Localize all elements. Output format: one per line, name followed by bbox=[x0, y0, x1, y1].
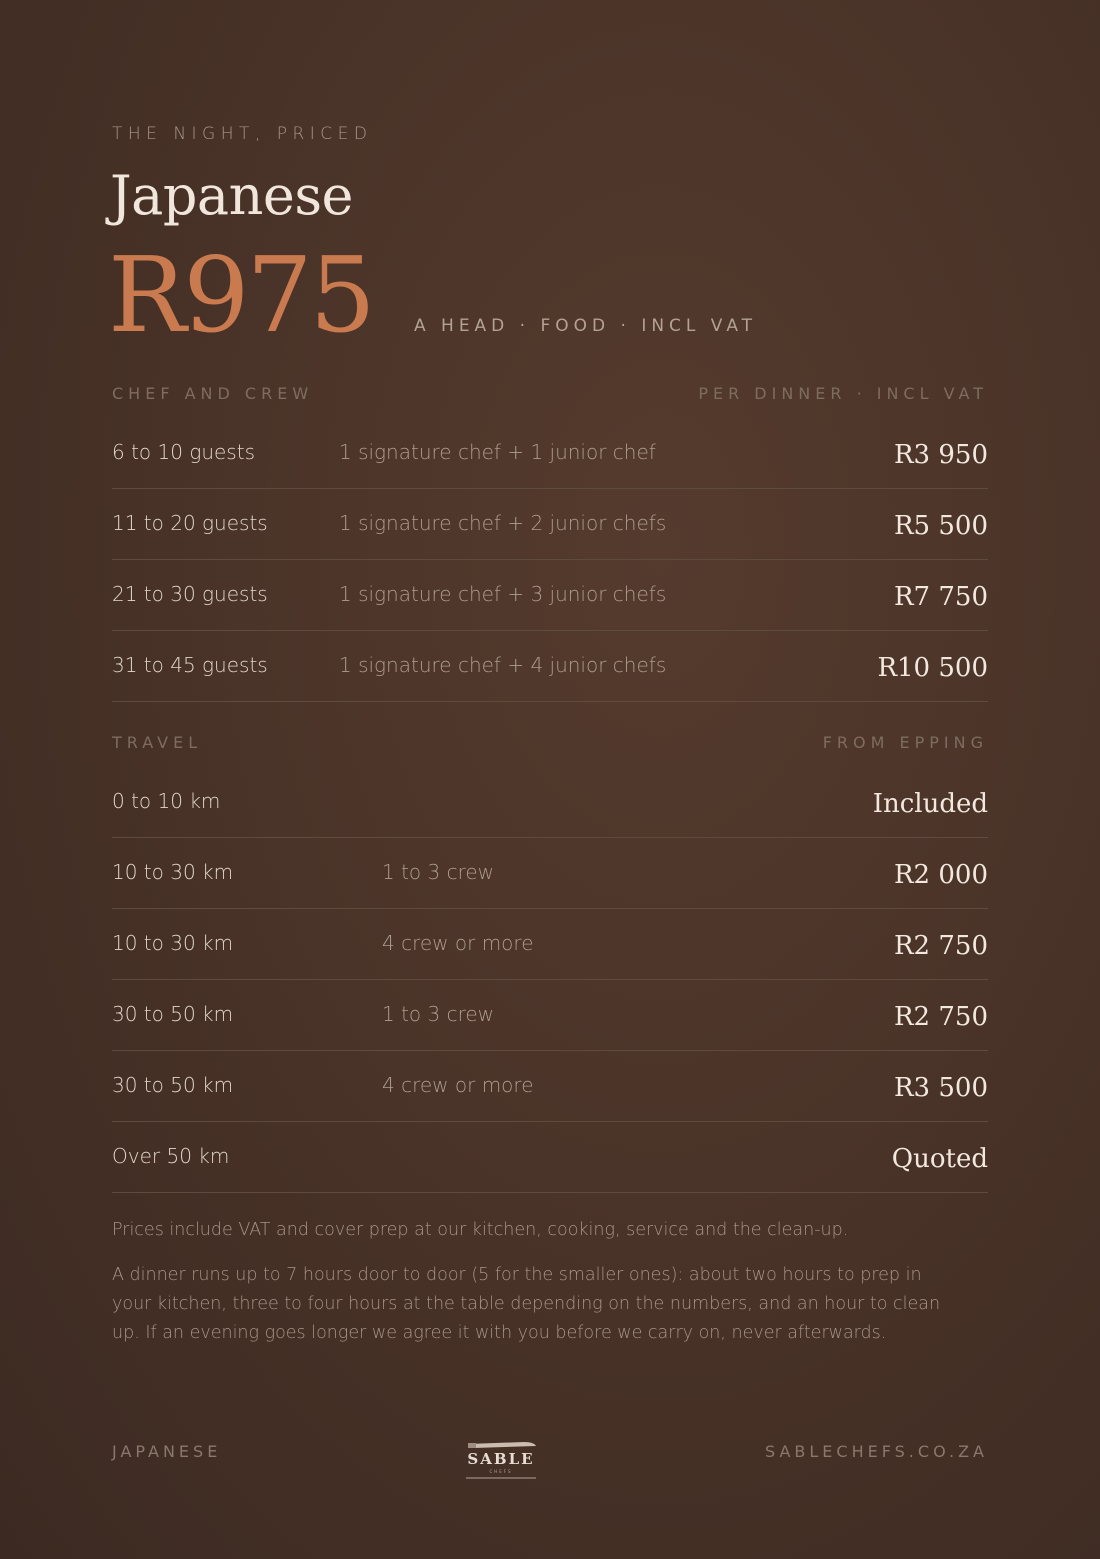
distance-cell: 0 to 10 km bbox=[112, 789, 221, 813]
crew-cell: 1 signature chef + 2 junior chefs bbox=[339, 511, 667, 535]
crew-cell: 1 signature chef + 3 junior chefs bbox=[339, 582, 667, 606]
table-row bbox=[112, 631, 988, 702]
table-row bbox=[112, 418, 988, 489]
distance-cell: 10 to 30 km bbox=[112, 860, 234, 884]
price-note: A HEAD · FOOD · INCL VAT bbox=[414, 316, 758, 336]
price-cell: R5 500 bbox=[893, 511, 988, 541]
table-row bbox=[112, 1122, 988, 1193]
crew-cell: 1 signature chef + 4 junior chefs bbox=[339, 653, 667, 677]
distance-cell: 10 to 30 km bbox=[112, 931, 234, 955]
travel-table bbox=[112, 767, 988, 1193]
logo-subtext: CHEFS bbox=[489, 1469, 513, 1474]
crew-cell: 4 crew or more bbox=[382, 931, 534, 955]
sable-logo bbox=[462, 1438, 540, 1482]
eyebrow: THE NIGHT, PRICED bbox=[112, 124, 373, 144]
table-row bbox=[112, 909, 988, 980]
crew-table bbox=[112, 418, 988, 702]
price-cell: R2 750 bbox=[893, 931, 988, 961]
price-cell: Quoted bbox=[891, 1144, 988, 1174]
crew-section-unit: PER DINNER · INCL VAT bbox=[698, 384, 988, 403]
footer-cuisine: JAPANESE bbox=[112, 1442, 222, 1461]
price-per-head: R975 bbox=[108, 234, 373, 356]
note-paragraph: A dinner runs up to 7 hours door to door (5 for the smaller ones): about two hours to prep in your kitchen, three to four hours at the table depending on the numbers, and an hour to clean up. If an evening goes longer we agree it with you before we carry on, never afterwards. bbox=[112, 1265, 941, 1343]
crew-cell: 4 crew or more bbox=[382, 1073, 534, 1097]
footer bbox=[112, 1442, 988, 1461]
travel-section-header bbox=[112, 733, 988, 752]
table-row bbox=[112, 489, 988, 560]
logo-wordmark: SABLE bbox=[467, 1450, 535, 1468]
footer-website: SABLECHEFS.CO.ZA bbox=[765, 1442, 988, 1461]
crew-cell: 1 signature chef + 1 junior chef bbox=[339, 440, 656, 464]
price-cell: R10 500 bbox=[877, 653, 988, 683]
table-row bbox=[112, 1051, 988, 1122]
travel-section-origin: FROM EPPING bbox=[822, 733, 988, 752]
knife-icon bbox=[462, 1438, 540, 1482]
page-title: Japanese bbox=[110, 164, 354, 227]
travel-section-label: TRAVEL bbox=[112, 733, 203, 752]
price-cell: Included bbox=[872, 789, 988, 819]
crew-cell: 1 to 3 crew bbox=[382, 1002, 495, 1026]
guests-cell: 31 to 45 guests bbox=[112, 653, 268, 677]
terms-notes bbox=[112, 1216, 952, 1364]
price-cell: R7 750 bbox=[893, 582, 988, 612]
note-paragraph: Prices include VAT and cover prep at our kitchen, cooking, service and the clean-up. bbox=[112, 1220, 849, 1240]
distance-cell: 30 to 50 km bbox=[112, 1073, 234, 1097]
table-row bbox=[112, 980, 988, 1051]
crew-section-header bbox=[112, 384, 988, 403]
guests-cell: 11 to 20 guests bbox=[112, 511, 268, 535]
table-row bbox=[112, 560, 988, 631]
price-cell: R3 950 bbox=[893, 440, 988, 470]
price-sheet bbox=[108, 0, 988, 1559]
crew-section-label: CHEF AND CREW bbox=[112, 384, 314, 403]
guests-cell: 21 to 30 guests bbox=[112, 582, 268, 606]
price-cell: R3 500 bbox=[893, 1073, 988, 1103]
table-row bbox=[112, 838, 988, 909]
distance-cell: Over 50 km bbox=[112, 1144, 230, 1168]
distance-cell: 30 to 50 km bbox=[112, 1002, 234, 1026]
crew-cell: 1 to 3 crew bbox=[382, 860, 495, 884]
guests-cell: 6 to 10 guests bbox=[112, 440, 255, 464]
table-row bbox=[112, 767, 988, 838]
price-cell: R2 000 bbox=[893, 860, 988, 890]
price-cell: R2 750 bbox=[893, 1002, 988, 1032]
